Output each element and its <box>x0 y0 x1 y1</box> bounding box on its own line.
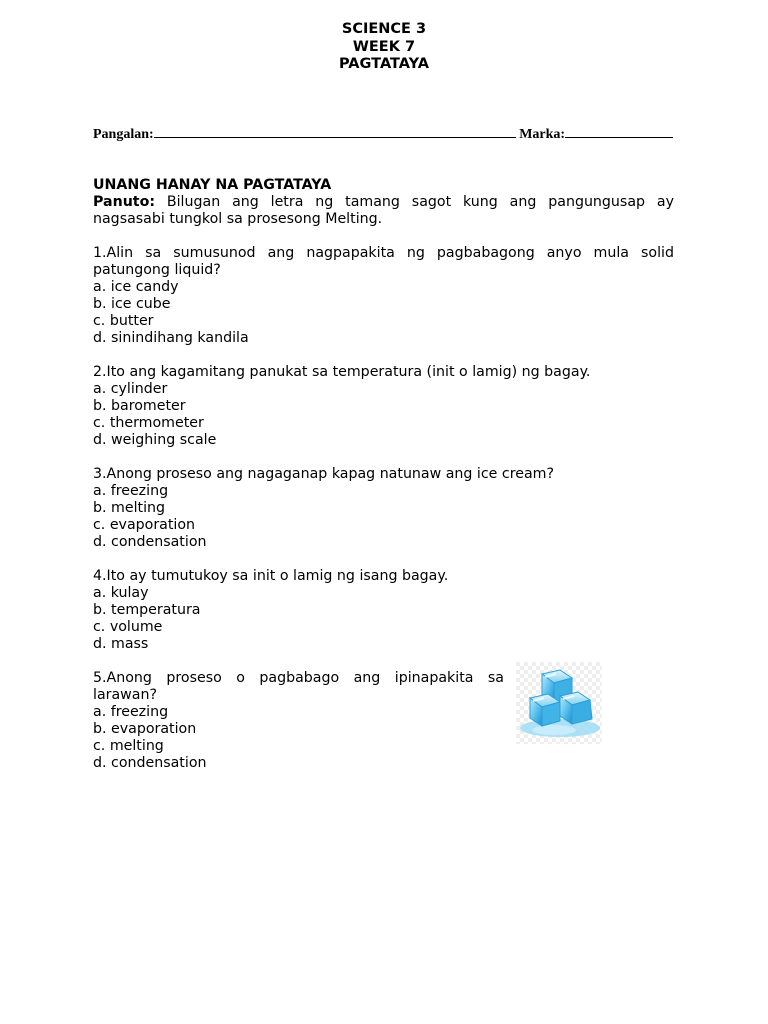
question-5 <box>93 670 674 772</box>
question-text: 3.Anong proseso ang nagaganap kapag natunaw ang ice cream? <box>93 466 555 482</box>
choice-d[interactable]: d. weighing scale <box>93 432 217 448</box>
choice-a[interactable]: a. ice candy <box>93 279 179 295</box>
choice-b[interactable]: b. temperatura <box>93 602 201 618</box>
instructions <box>93 194 674 228</box>
choice-c[interactable]: c. butter <box>93 313 154 329</box>
score-label: Marka: <box>519 127 566 142</box>
subject-title: SCIENCE 3 <box>341 21 427 37</box>
name-score-line <box>93 124 673 144</box>
ice-cubes-image <box>516 662 602 744</box>
choice-b[interactable]: b. evaporation <box>93 721 197 737</box>
question-text: 2.Ito ang kagamitang panukat sa temperatura (init o lamig) ng bagay. <box>93 364 591 380</box>
question-1 <box>93 245 674 347</box>
choice-c[interactable]: c. volume <box>93 619 163 635</box>
week-title: WEEK 7 <box>352 38 416 55</box>
assessment-title: PAGTATAYA <box>339 56 429 72</box>
choice-a[interactable]: a. cylinder <box>93 381 168 397</box>
question-4 <box>93 568 674 653</box>
instructions-text: Bilugan ang letra ng tamang sagot kung ang pangungusap ay nagsasabi tungkol sa prosesong Melting. <box>93 194 674 227</box>
choice-a[interactable]: a. kulay <box>93 585 149 601</box>
choice-d[interactable]: d. mass <box>93 636 149 652</box>
instructions-label: Panuto: <box>93 194 155 210</box>
choice-b[interactable]: b. melting <box>93 500 166 516</box>
question-text: 5.Anong proseso o pagbabago ang ipinapakita sa larawan? <box>93 670 504 703</box>
question-2 <box>93 364 674 449</box>
choice-d[interactable]: d. sinindihang kandila <box>93 330 249 346</box>
worksheet-header <box>0 21 768 74</box>
choice-b[interactable]: b. barometer <box>93 398 186 414</box>
choice-a[interactable]: a. freezing <box>93 704 169 720</box>
name-label: Pangalan: <box>93 127 154 142</box>
question-text: 4.Ito ay tumutukoy sa init o lamig ng isang bagay. <box>93 568 449 584</box>
choice-c[interactable]: c. thermometer <box>93 415 204 431</box>
worksheet-body <box>93 177 674 772</box>
choice-c[interactable]: c. evaporation <box>93 517 196 533</box>
choice-b[interactable]: b. ice cube <box>93 296 171 312</box>
section-title: UNANG HANAY NA PAGTATAYA <box>93 177 332 193</box>
choice-d[interactable]: d. condensation <box>93 534 207 550</box>
score-blank[interactable] <box>565 124 673 138</box>
choice-a[interactable]: a. freezing <box>93 483 169 499</box>
name-blank[interactable] <box>154 124 516 138</box>
choice-c[interactable]: c. melting <box>93 738 164 754</box>
question-text: 1.Alin sa sumusunod ang nagpapakita ng pagbabagong anyo mula solid patungong liquid? <box>93 245 674 278</box>
choice-d[interactable]: d. condensation <box>93 755 207 771</box>
question-3 <box>93 466 674 551</box>
